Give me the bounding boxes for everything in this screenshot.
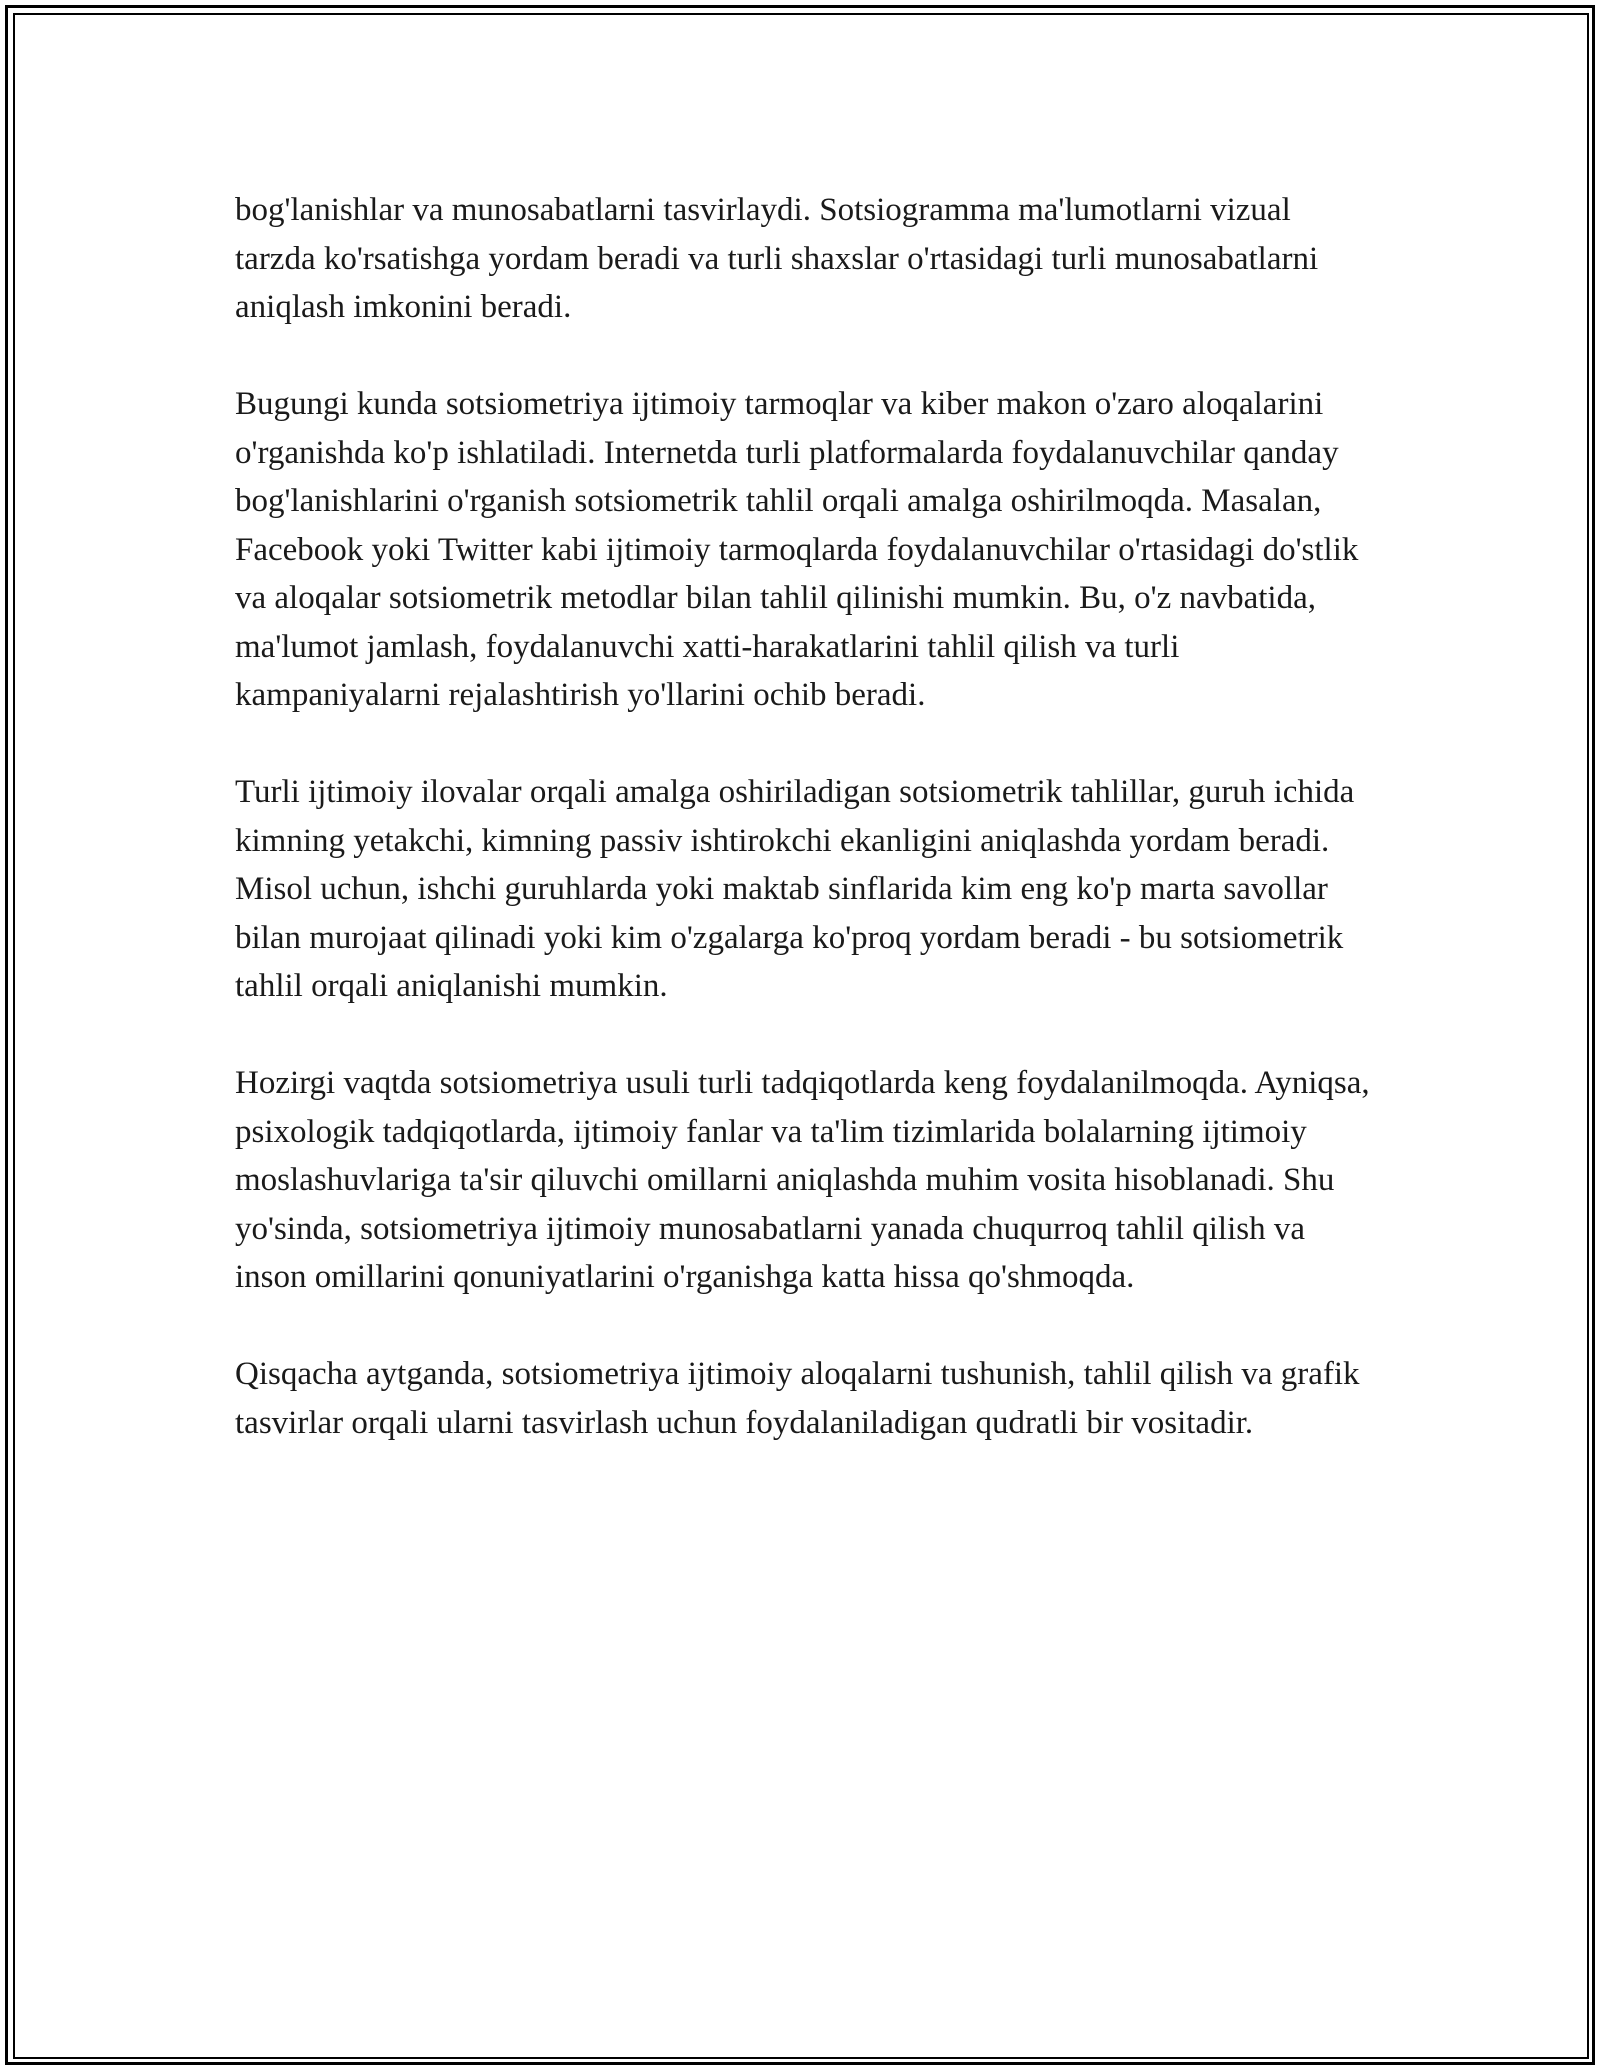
paragraph-5: Qisqacha aytganda, sotsiometriya ijtimoiy aloqalarni tushunish, tahlil qilish va grafik tasvirlar orqali ularni tasvirlash uchun foydalaniladigan qudratli bir vositadir. [235, 1356, 1360, 1441]
paragraph-4: Hozirgi vaqtda sotsiometriya usuli turli tadqiqotlarda keng foydalanilmoqda. Ayniqsa, psixologik tadqiqotlarda, ijtimoiy fanlar va ta'lim tizimlarida bolalarning ijtimoiy moslashuvlariga ta'sir qiluvchi omillarni aniqlashda muhim vosita hisoblanadi. Shu yo'sinda, sotsiometriya ijtimoiy munosabatlarni yanada chuqurroq tahlil qilish va inson omillarini qonuniyatlarini o'rganishga katta hissa qo'shmoqda. [235, 1065, 1370, 1295]
paragraph-2: Bugungi kunda sotsiometriya ijtimoiy tarmoqlar va kiber makon o'zaro aloqalarini o'rganishda ko'p ishlatiladi. Internetda turli platformalarda foydalanuvchilar qanday bog'lanishlarini o'rganish sotsiometrik tahlil orqali amalga oshirilmoqda. Masalan, Facebook yoki Twitter kabi ijtimoiy tarmoqlarda foydalanuvchilar o'rtasidagi do'stlik va aloqalar sotsiometrik metodlar bilan tahlil qilinishi mumkin. Bu, o'z navbatida, ma'lumot jamlash, foydalanuvchi xatti-harakatlarini tahlil qilish va turli kampaniyalarni rejalashtirish yo'llarini ochib beradi. [235, 386, 1359, 713]
paragraph-1: bog'lanishlar va munosabatlarni tasvirlaydi. Sotsiogramma ma'lumotlarni vizual tarzda ko'rsatishga yordam beradi va turli shaxslar o'rtasidagi turli munosabatlarni aniqlash imkonini beradi. [235, 192, 1319, 325]
paragraph-3: Turli ijtimoiy ilovalar orqali amalga oshiriladigan sotsiometrik tahlillar, guruh ichida kimning yetakchi, kimning passiv ishtirokchi ekanligini aniqlashda yordam beradi. Misol uchun, ishchi guruhlarda yoki maktab sinflarida kim eng ko'p marta savollar bilan murojaat qilinadi yoki kim o'zgalarga ko'proq yordam beradi - bu sotsiometrik tahlil orqali aniqlanishi mumkin. [235, 774, 1355, 1004]
document-body [235, 186, 1375, 1496]
